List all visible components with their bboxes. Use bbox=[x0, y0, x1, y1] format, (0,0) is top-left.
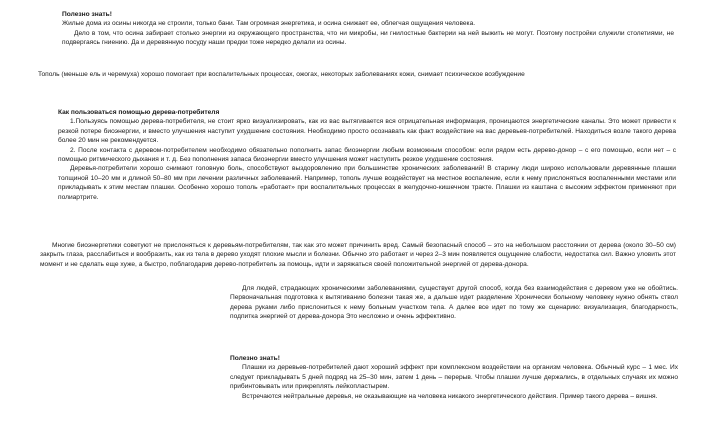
chronic-disease-block bbox=[230, 284, 678, 322]
section-paragraph: 2. После контакта с деревом-потребителем необходимо обязательно пополнить запас биоэнергии любым возможным способом: если рядом есть дерево-донор – с его помощью, если нет – с помощью ритмического дыхания и т. д. Без пополнения запаса биоэнергии вместо улучшения может наступить резкое ухудшение состояния. bbox=[58, 146, 676, 164]
note-paragraph: Плашки из деревьев-потребителей дают хороший эффект при комплексном воздействии на организм человека. Обычный курс – 1 мес. Их следует прикладывать 5 дней подряд на 25–30 мин, затем 1 день – перерыв. Чтобы плашки лучше держались, в отдельных случаях их можно прибинтовывать или прикреплять лейкопластырем. bbox=[230, 364, 678, 391]
bioenergetics-warning-block bbox=[40, 241, 676, 269]
note-block-aspen bbox=[62, 10, 674, 48]
note-paragraph: Дело в том, что осина забирает столько энергии из окружающего пространства, что ни микробы, ни гнилостные бактерии на ней выжить не могут. Поэтому постройки служили столетиями, не подвергаясь гниению. Да и деревянную посуду наши предки тоже нередко делали из осины. bbox=[62, 29, 674, 47]
chronic-paragraph: Для людей, страдающих хроническими заболеваниями, существует другой способ, когда без взаимодействия с деревом уже не обойтись. Первоначальная подготовка к вытягиванию болезни такая же, а дальше идет разделение Хронически больному человеку нужно обнять ствол дерева руками либо прислониться к нему больным участком тела. А далее все идет по тому же сценарию: визуализация, благодарность, подпитка энергией от дерева-донора Это несложно и очень эффективно. bbox=[230, 285, 678, 321]
section-paragraph: 1.Пользуясь помощью дерева-потребителя, не стоит ярко визуализировать, как из вас вытягивается вся отрицательная информация, проницаются энергетические каналы. Это может привести к резкой потере биоэнергии, и вместо улучшения наступит ухудшение состояния. Необходимо просто осознавать как факт воздействие на вас деревьев-потребителей. Находиться возле такого дерева более 20 мин не рекомендуется. bbox=[58, 118, 676, 145]
note-title: Полезно знать! bbox=[62, 11, 112, 18]
poplar-paragraph-block bbox=[38, 70, 678, 79]
bioenergetics-paragraph: Многие биоэнергетики советуют не прислоняться к деревьям-потребителям, так как это может причинить вред. Самый безопасный способ – это на небольшом расстоянии от дерева (около 30–50 см) закрыть глаза, расслабиться и вообразить, как из тела в дерево уходят плохие мысли и болезни. Обычно это работает и через 2–3 мин появляется ощущение слабости, недостатка сил. Важно уловить этот момент и не сделать еще хуже, а быстро, поблагодарив дерево-потребитель за помощь, идти и заряжаться своей положительной энергией от дерева-донора. bbox=[40, 242, 676, 268]
note-block-planks bbox=[230, 354, 678, 401]
note-paragraph: Встречаются нейтральные деревья, не оказывающие на человека никакого энергетического действия. Пример такого дерева – вишня. bbox=[242, 392, 658, 400]
howto-section bbox=[58, 108, 676, 202]
section-paragraph: Деревья-потребители хорошо снимают головную боль, способствуют выздоровлению при большинстве хронических заболеваний! В старину люди широко использовали деревянные плашки толщиной 10–20 мм и длиной 50–80 мм при лечении различных заболеваний. Например, тополь лучше воздействует на местное воспаление, если к нему прислоняться воспаленными местами или прикладывать к этим местам плашки. Особенно хорошо тополь «работает» при воспалительных процессах в желудочно-кишечном тракте. Плашки из каштана с высоким эффектом применяют при полиартрите. bbox=[58, 165, 676, 201]
note-title: Полезно знать! bbox=[230, 355, 280, 362]
poplar-paragraph: Тополь (меньше ель и черемуха) хорошо помогает при воспалительных процессах, ожогах, некоторых заболеваниях кожи, снимает психическое возбуждение bbox=[38, 71, 525, 78]
note-paragraph: Жилые дома из осины никогда не строили, только бани. Там огромная энергетика, и осина снижает ее, облегчая ощущения человека. bbox=[62, 20, 476, 28]
section-title: Как пользоваться помощью дерева-потребителя bbox=[58, 109, 220, 116]
